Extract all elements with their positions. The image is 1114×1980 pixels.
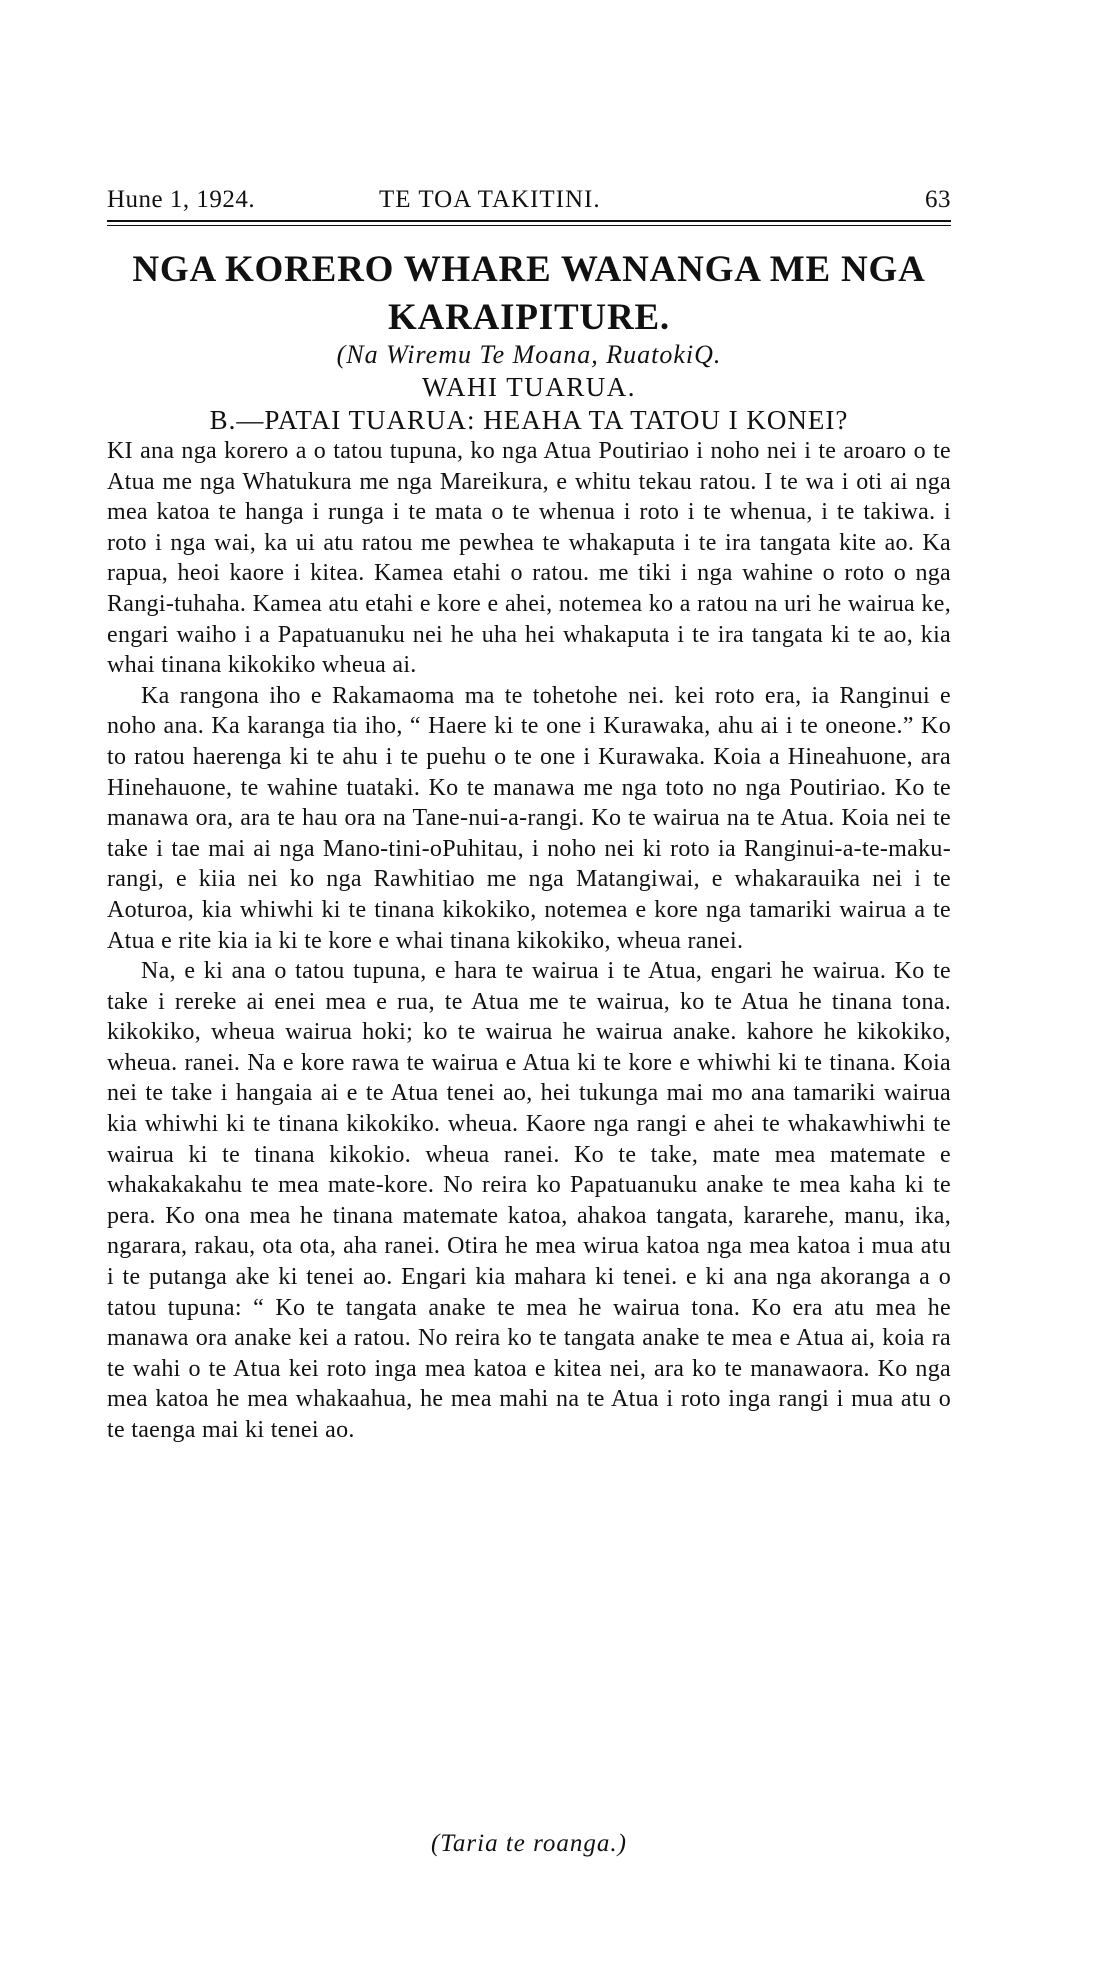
byline: (Na Wiremu Te Moana, RuatokiQ. [336, 340, 722, 369]
continued-note: (Taria te roanga.) [430, 1830, 628, 1857]
paragraph-3: Na, e ki ana o tatou tupuna, e hara te wairua i te Atua, engari he wairua. Ko te take i rereke ai enei mea e rua, te Atua me te wairua, ko te Atua he tinana tona. kikokiko, wheua wairua hoki; ko te wairua he wairua anake. kahore he kikokiko, wheua. ranei. Na e kore rawa te wairua e Atua ki te kore e whiwhi ki te tinana. Koia nei te take i hangaia ai e te Atua tenei ao, hei tukunga mai mo ana tamariki wairua kia whiwhi ki te tinana kikokiko. wheua. Kaore nga rangi e ahei te whakawhiwhi te wairua ki te tinana kikokio. wheua ranei. Ko te take, mate mea matemate e whakakakahu te mea mate-kore. No reira ko Papatuanuku anake te mea kaha ki te pera. Ko ona mea he tinana matemate katoa, ahakoa tangata, kararehe, manu, ika, ngarara, rakau, ota ota, aha ranei. Otira he mea wirua katoa nga mea katoa i mua atu i te putanga ake ki tenei ao. Engari kia mahara ki tenei. e ki ana nga akoranga a o tatou tupuna: “ Ko te tangata anake te mea he wairua tona. Ko era atu mea he manawa ora anake kei a ratou. No reira ko te tangata anake te mea e Atua ai, koia ra te wahi o te Atua kei roto inga mea katoa e kitea nei, ara ko te manawaora. Ko nga mea katoa he mea whakaahua, he mea mahi na te Atua i roto inga rangi i mua atu o te taenga mai ki tenei ao. [107, 958, 951, 1443]
header-rule-thin [107, 225, 951, 226]
publication-title: TE TOA TAKITINI. [379, 186, 601, 213]
article-body [107, 436, 951, 1446]
header-rule [107, 220, 951, 222]
paragraph-1: KI ana nga korero a o tatou tupuna, ko nga Atua Poutiriao i noho nei i te aroaro o te Atua me nga Whatukura me nga Mareikura, e whitu tekau ratou. I te wa i oti ai nga mea katoa te hanga i runga i te mata o te whenua i roto i te whenua, i te takiwa. i roto i nga wai, ka ui atu ratou me pewhea te whakaputa i te ira tangata kite ao. Ka rapua, heoi kaore i kitea. Kamea etahi o ratou. me tiki i nga wahine o roto o nga Rangi-tuhaha. Kamea atu etahi e kore e ahei, notemea ko a ratou na uri he wairua ke, engari waiho i a Papatuanuku nei he uha hei whakaputa i te ira tangata ki te ao, kia whai tinana kikokiko wheua ai. [107, 438, 951, 679]
running-head [107, 186, 951, 216]
part-heading: WAHI TUARUA. [422, 372, 636, 402]
article-title: NGA KORERO WHARE WANANGA ME NGA KARAIPITURE. [132, 249, 926, 338]
issue-date: Hune 1, 1924. [107, 186, 256, 213]
page-number: 63 [925, 186, 951, 213]
section-heading: B.—PATAI TUARUA: HEAHA TA TATOU I KONEI? [209, 405, 849, 435]
paragraph-2: Ka rangona iho e Rakamaoma ma te tohetohe nei. kei roto era, ia Ranginui e noho ana. Ka karanga tia iho, “ Haere ki te one i Kurawaka, ahu ai i te oneone.” Ko to ratou haerenga ki te ahu i te puehu o te one i Kurawaka. Koia a Hineahuone, ara Hinehauone, te wahine tuataki. Ko te manawa me nga toto no nga Poutiriao. Ko te manawa ora, ara te hau ora na Tane-nui-a-rangi. Ko te wairua na te Atua. Koia nei te take i tae mai ai nga Mano-tini-oPuhitau, i noho nei ki roto ia Ranginui-a-te-maku-rangi, e kiia nei ko nga Rawhitiao me nga Matangiwai, e whakarauika nei i te Aoturoa, kia whiwhi ki te tinana kikokiko, notemea e kore nga tamariki wairua a te Atua e rite kia ia ki te kore e whai tinana kikokiko, wheua ranei. [107, 682, 951, 954]
document-page [107, 0, 951, 1980]
